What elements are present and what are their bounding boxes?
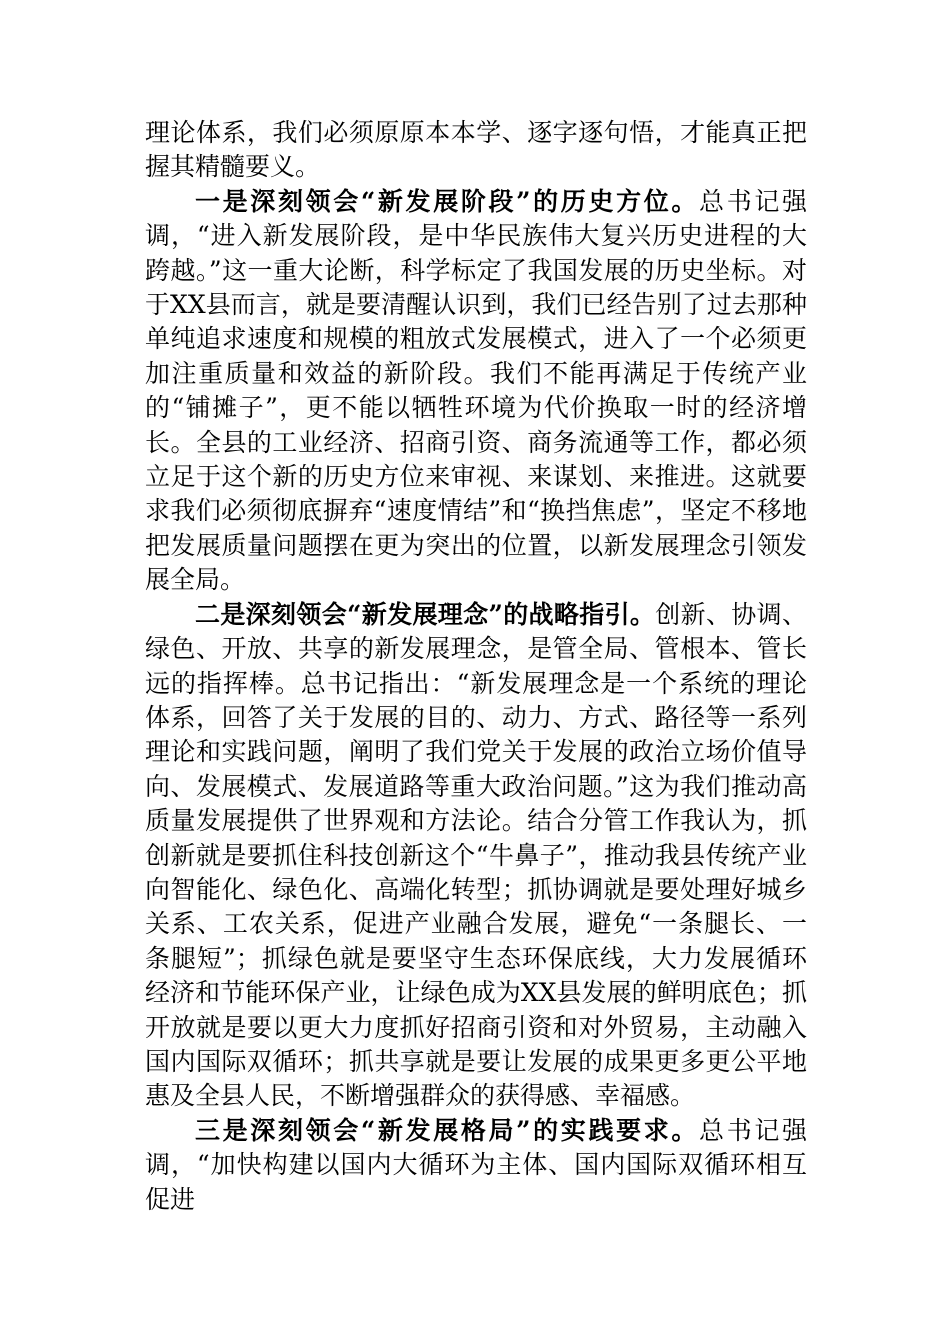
paragraph-new-pattern — [145, 1114, 807, 1217]
paragraph-heading: 一是深刻领会“新发展阶段”的历史方位。 — [195, 186, 700, 216]
paragraph-new-stage — [145, 185, 807, 598]
paragraph-body: 创新、协调、绿色、开放、共享的新发展理念，是管全局、管根本、管长远的指挥棒。总书记指出：“新发展理念是一个系统的理论体系，回答了关于发展的目的、动力、方式、路径等一系列理论和实践问题，阐明了我们党关于发展的政治立场价值导向、发展模式、发展道路等重大政治问题。”这为我们推动高质量发展提供了世界观和方法论。结合分管工作我认为，抓创新就是要抓住科技创新这个“牛鼻子”，推动我县传统产业向智能化、绿色化、高端化转型；抓协调就是要处理好城乡关系、工农关系，促进产业融合发展，避免“一条腿长、一条腿短”；抓绿色就是要坚守生态环保底线，大力发展循环经济和节能环保产业，让绿色成为XX县发展的鲜明底色；抓开放就是要以更大力度抓好招商引资和对外贸易，主动融入国内国际双循环；抓共享就是要让发展的成果更多更公平地惠及全县人民，不断增强群众的获得感、幸福感。 — [145, 599, 807, 1111]
paragraph-continuation — [145, 116, 807, 185]
paragraph-body: 总书记强调，“进入新发展阶段，是中华民族伟大复兴历史进程的大跨越。”这一重大论断，科学标定了我国发展的历史坐标。对于XX县而言，就是要清醒认识到，我们已经告别了过去那种单纯追求速度和规模的粗放式发展模式，进入了一个必须更加注重质量和效益的新阶段。我们不能再满足于传统产业的“铺摊子”，更不能以牺牲环境为代价换取一时的经济增长。全县的工业经济、招商引资、商务流通等工作，都必须立足于这个新的历史方位来审视、来谋划、来推进。这就要求我们必须彻底摒弃“速度情结”和“换挡焦虑”，坚定不移地把发展质量问题摆在更为突出的位置，以新发展理念引领发展全局。 — [145, 186, 807, 595]
paragraph-body: 理论体系，我们必须原原本本学、逐字逐句悟，才能真正把握其精髓要义。 — [145, 118, 807, 182]
paragraph-heading: 二是深刻领会“新发展理念”的战略指引。 — [195, 599, 656, 629]
paragraph-new-philosophy — [145, 598, 807, 1114]
paragraph-body: 总书记强调，“加快构建以国内大循环为主体、国内国际双循环相互促进 — [145, 1115, 807, 1214]
paragraph-heading: 三是深刻领会“新发展格局”的实践要求。 — [195, 1115, 700, 1145]
document-page — [145, 116, 807, 1217]
